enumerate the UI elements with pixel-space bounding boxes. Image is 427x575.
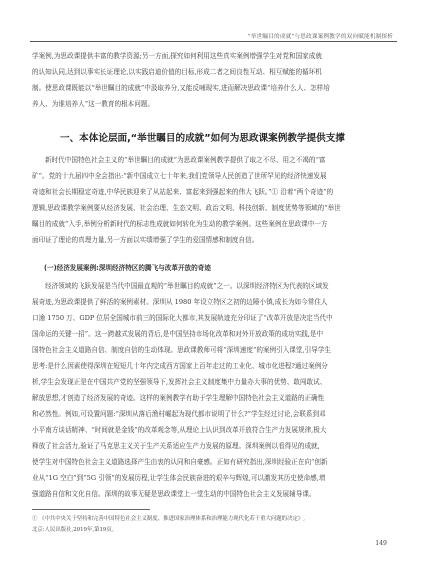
body-line: 解放思想,才创造了经济发展的奇迹。这样的案例教学有助于学生理解中国特色社会主义道路的正确性 bbox=[32, 394, 325, 402]
body-line: 面印证了理论的真理力量,另一方面以实绩增强了学生的爱国情感和制度自信。 bbox=[32, 236, 259, 244]
sub-heading: (一)经济发展案例:深圳经济特区的腾飞与改革开放的奇迹 bbox=[44, 264, 211, 272]
body-line: 和必然性。例如,可设置问题:“深圳从落后渔村崛起为现代都市说明了什么?”学生经过讨论,会联系到邓 bbox=[32, 410, 326, 418]
running-header: “举世瞩目的成就”与思政课案例教学的双向赋能机制探析 bbox=[247, 34, 393, 40]
page-number: 149 bbox=[375, 540, 387, 547]
body-line: 制。使思政课既能以“举世瞩目的成就”中汲取养分,又能反哺现实,进而解决思政课“培养什么人、怎样培 bbox=[32, 84, 330, 92]
body-line: 小平南方谈话精神、“时间就是金钱”的改革观念等,从理论上认识到改革开放符合生产力发展规律,极大 bbox=[32, 426, 327, 434]
body-line: 的认知认同,达到以事实长证理论,以实践启迪价值的目标,形成二者之间良性互动、相互赋能的循环机 bbox=[32, 68, 322, 76]
body-line: 使学生对中国特色社会主义道路选择产生由衷的认同和自豪感。正如有研究指出,深圳经验正在向“创新 bbox=[32, 458, 328, 466]
body-line: 业从“1G 空白”到“5G 引领”的发展历程,让学生体会民族奋进的艰辛与辉煌,可以激发其历史使命感,增 bbox=[32, 474, 326, 482]
body-line: 思考:是什么因素使得深圳在短短几十年内完成西方国家上百年走过的工业化、城市化进程?通过案例分 bbox=[32, 362, 328, 370]
body-line: 学案例,为思政课提供丰富的教学资源;另一方面,探究如何利用这些真实案例增强学生对党和国家成就 bbox=[32, 52, 322, 60]
intro-paragraph bbox=[32, 48, 396, 112]
body-line: 国命运的关键一招”。这一跨越式发展的背后,是中国坚持市场化改革和对外开放政策的成功实践,是中 bbox=[32, 330, 324, 338]
section-heading: 一、本体论层面,“举世瞩目的成就”如何为思政课案例教学提供支撑 bbox=[60, 133, 345, 144]
body-line: 释放了社会活力,验证了马克思主义关于生产关系适应生产力发展的原理。深圳案例以看得见的成就, bbox=[32, 442, 320, 450]
body-line: 展奇迹,为思政课提供了鲜活的案例素材。深圳从 1980 年设立特区之初的边陲小镇,成长为如今常住人 bbox=[32, 298, 328, 306]
header-divider bbox=[30, 41, 397, 42]
body-line: 强道路自信和文化自信。深圳的故事无疑是思政课堂上一堂生动的中国特色社会主义发展辅导课。 bbox=[32, 490, 316, 498]
body-line: 养人、为谁培养人”这一教育的根本问题。 bbox=[32, 100, 155, 108]
section-paragraph bbox=[32, 152, 396, 248]
footnote bbox=[32, 514, 392, 536]
body-line: 瞩目的成就”入手,举例分析新时代的标志性成就如何转化为生动的教学案例。这些案例在思政课中一方 bbox=[32, 220, 328, 228]
body-line: 奇迹和社会长期稳定奇迹,中华民族迎来了从站起来、富起来到强起来的伟大飞跃。”① 沿着“两个奇迹”的 bbox=[32, 188, 334, 196]
footnote-line: 北京:人民出版社,2019年,第19页。 bbox=[32, 527, 118, 533]
body-line: 国特色社会主义道路自信、制度自信的生动体现。思政课教师可将“深圳速度”的案例引入课堂,引导学生 bbox=[32, 346, 331, 354]
body-line: 经济领域的飞跃发展是当代中国最直观的“举世瞩目的成就”之一。以深圳经济特区为代表的区域发 bbox=[45, 282, 329, 290]
body-line: 新时代中国特色社会主义的“举世瞩目的成就”为思政课案例教学提供了取之不尽、用之不竭的“富 bbox=[45, 156, 326, 164]
body-line: 口逾 1750 万、GDP 位居全国城市前三的国际化大都市,其发展轨迹充分印证了“改革开放是决定当代中 bbox=[32, 314, 333, 322]
body-line: 矿”。党的十九届四中全会指出:“新中国成立七十年来,我们党领导人民创造了世所罕见的经济快速发展 bbox=[32, 172, 327, 180]
footnote-divider bbox=[32, 509, 150, 510]
case-paragraph bbox=[32, 278, 396, 502]
body-line: 逻辑,思政课教学案例要从经济发展、社会治理、生态文明、政治文明、科技创新、制度优势等领域的“举世 bbox=[32, 204, 341, 212]
body-line: 析,学生会发现正是在中国共产党的坚强领导下,发挥社会主义制度集中力量办大事的优势、敢闯敢试、 bbox=[32, 378, 327, 386]
footnote-line: ① 《中共中央关于坚持和完善中国特色社会主义制度、推进国家治理体系和治理能力现代化若干重大问题的决定》, bbox=[32, 516, 305, 522]
